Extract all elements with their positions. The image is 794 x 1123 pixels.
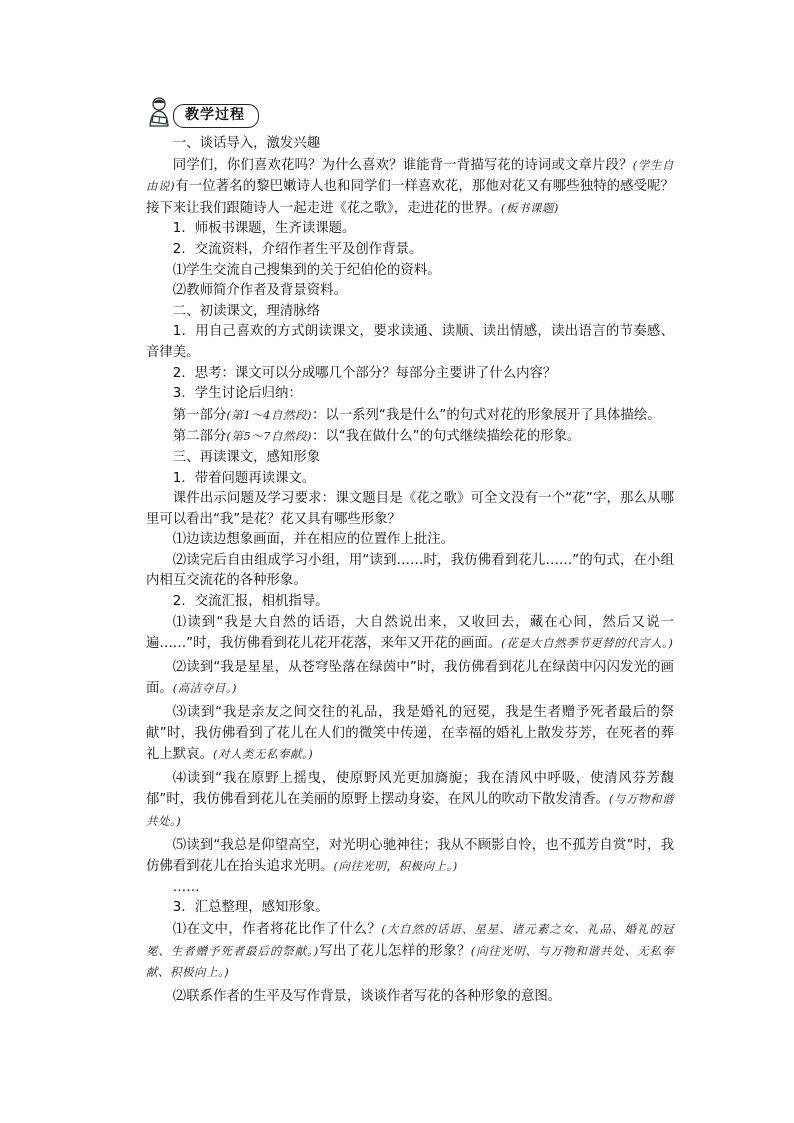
paragraph-intro: 同学们，你们喜欢花吗？为什么喜欢？谁能背一背描写花的诗词或文章片段？(学生自由说)有一位著名的黎巴嫩诗人也和同学们一样喜欢花，那他对花又有哪些独特的感受呢？接下来让我们跟随诗人一起走进《花之歌》，走进花的世界。(板书课题) (146, 157, 674, 216)
heading-2: 二、初读课文，理清脉络 (172, 303, 321, 319)
sub-item: ⑵读完后自由组成学习小组，用“读到……时，我仿佛看到花儿……”的句式，在小组内相互交流花的各种形象。 (146, 552, 674, 589)
sub-item: ⑵联系作者的生平及写作背景，谈谈作者写花的各种形象的意图。 (172, 988, 562, 1004)
sub-item: ⑴学生交流自己搜集到的关于纪伯伦的资料。 (172, 262, 441, 278)
reading-item: ⑴读到“我是大自然的话语，大自然说出来，又收回去，藏在心间，然后又说一遍……”时，我仿佛看到花儿花开花落，来年又开花的画面。(花是大自然季节更替的代言人。) (146, 614, 674, 652)
ellipsis: …… (172, 879, 200, 895)
section-header (145, 96, 260, 132)
step-item: 1．带着问题再读课文。 (172, 470, 316, 486)
reading-item: ⑶读到“我是亲友之间交往的礼品，我是婚礼的冠冕，我是生者赠予死者最后的祭献”时，我仿佛看到了花儿在人们的微笑中传递，在幸福的婚礼上散发芬芳，在死者的葬礼上默哀。(对人类无私奉献。) (146, 705, 674, 763)
step-item: 2．交流资料，介绍作者生平及创作背景。 (172, 241, 423, 257)
step-item: 3．学生讨论后归纳： (172, 386, 302, 402)
step-item: 2．思考：课文可以分成哪几个部分？每部分主要讲了什么内容？ (172, 365, 557, 381)
header-title: 教学过程 (185, 107, 245, 123)
step-item: 1．师板书课题，生齐读课题。 (172, 221, 356, 237)
part-summary: 第一部分(第1～4自然段)：以一系列“我是什么”的句式对花的形象展开了具体描绘。 (172, 407, 661, 423)
heading-3: 三、再读课文，感知形象 (172, 449, 321, 465)
sub-item: ⑵教师简介作者及背景资料。 (172, 283, 347, 299)
heading-1: 一、谈话导入，激发兴趣 (172, 136, 321, 151)
reading-item: ⑸读到“我总是仰望高空，对光明心驰神往；我从不顾影自怜，也不孤芳自赏”时，我仿佛看到花儿在抬头追求光明。(向往光明，积极向上。) (146, 837, 674, 875)
reading-item: ⑵读到“我是星星，从苍穹坠落在绿茵中”时，我仿佛看到花儿在绿茵中闪闪发光的画面。(高洁夺目。) (146, 659, 674, 697)
step-item: 3．汇总整理，感知形象。 (172, 900, 329, 916)
sub-item: ⑴边读边想象画面，并在相应的位置作上批注。 (172, 532, 454, 548)
part-summary: 第二部分(第5～7自然段)：以“我在做什么”的句式继续描绘花的形象。 (172, 429, 581, 445)
step-item: 2．交流汇报，相机指导。 (172, 594, 329, 610)
summary-question: ⑴在文中，作者将花比作了什么？(大自然的话语、星星、诸元素之女、礼品、婚礼的冠冕、生者赠予死者最后的祭献。)写出了花儿怎样的形象？(向往光明、与万物和谐共处、无私奉献、积极向上。) (146, 921, 674, 980)
lesson-content (146, 134, 674, 1007)
step-item: 1．用自己喜欢的方式朗读课文，要求读通、读顺、读出情感，读出语言的节奏感、音律美。 (146, 324, 674, 360)
reading-item: ⑷读到“我在原野上摇曳，使原野风光更加旖旎；我在清风中呼吸，使清风芬芳馥郁”时，我仿佛看到花儿在美丽的原野上摆动身姿，在风儿的吹动下散发清香。(与万物和谐共处。) (146, 770, 674, 828)
courseware-question: 课件出示问题及学习要求：课文题目是《花之歌》可全文没有一个“花”字，那么从哪里可以看出“我”是花？花又具有哪些形象？ (146, 491, 674, 527)
